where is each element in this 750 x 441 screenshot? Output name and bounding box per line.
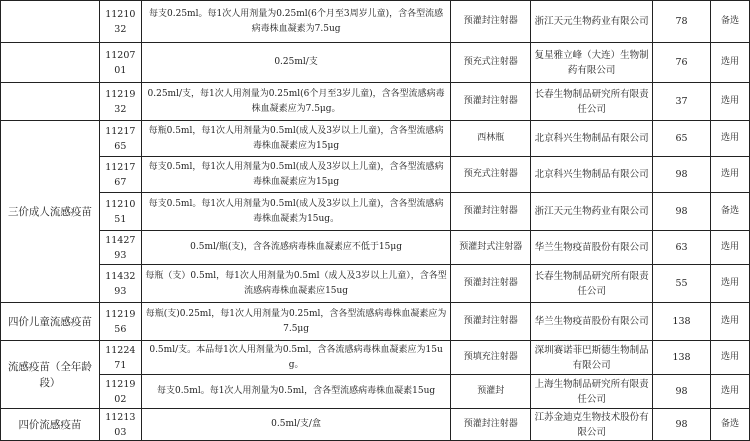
table-row: [1, 43, 750, 83]
package-form: 预填充注射器: [451, 341, 531, 375]
manufacturer: 复星雅立峰（大连）生物制药有限公司: [531, 43, 653, 83]
category-cell: [1, 1, 100, 43]
specification: 每支0.25ml。每1次人用剂量为0.25ml(6个月至3周岁儿童)，含各型流感病毒株血凝素为7.5ug: [141, 1, 451, 43]
score: 98: [653, 157, 711, 193]
table-row: [1, 265, 750, 303]
score: 55: [653, 265, 711, 303]
category-all-ages: 流感疫苗（全年龄段）: [1, 341, 100, 409]
product-code: 1121303: [99, 409, 141, 441]
specification: 每支0.5ml，每1次人用剂量为0.5ml(成人及3岁以上儿童)，含各型流感病毒株血凝素应为15μg: [141, 157, 451, 193]
category-quad-child: 四价儿童流感疫苗: [1, 303, 100, 341]
selection-type: 选用: [710, 121, 749, 157]
package-form: 预灌封注射器: [451, 83, 531, 121]
table-row: [1, 121, 750, 157]
table-row: [1, 193, 750, 231]
selection-type: 备选: [710, 1, 749, 43]
score: 37: [653, 83, 711, 121]
manufacturer: 北京科兴生物制品有限公司: [531, 121, 653, 157]
specification: 0.25ml/支，每1次人用剂量为0.25ml(6个月至3岁儿童)，含各型流感病毒株血凝素应为7.5μg。: [141, 83, 451, 121]
product-code: 1121956: [99, 303, 141, 341]
manufacturer: 浙江天元生物药业有限公司: [531, 1, 653, 43]
product-code: 1121032: [99, 1, 141, 43]
score: 138: [653, 341, 711, 375]
product-code: 1142793: [99, 231, 141, 265]
product-code: 1122471: [99, 341, 141, 375]
score: 98: [653, 193, 711, 231]
category-cell: [1, 83, 100, 121]
package-form: 预灌封: [451, 375, 531, 409]
table-row: [1, 375, 750, 409]
table-row: [1, 409, 750, 441]
table-row: [1, 1, 750, 43]
product-code: 1121051: [99, 193, 141, 231]
table-row: [1, 231, 750, 265]
score: 63: [653, 231, 711, 265]
specification: 每支0.5ml。每1次人用剂量为0.5ml，含各型流感病毒株血凝素15ug: [141, 375, 451, 409]
score: 98: [653, 409, 711, 441]
manufacturer: 北京科兴生物制品有限公司: [531, 157, 653, 193]
package-form: 西林瓶: [451, 121, 531, 157]
package-form: 预灌封注射器: [451, 265, 531, 303]
specification: 每瓶（支）0.5ml，每1次人用剂量为0.5ml（成人及3岁以上儿童），含各型流感病毒株血凝素应15ug: [141, 265, 451, 303]
selection-type: 选用: [710, 231, 749, 265]
selection-type: 备选: [710, 409, 749, 441]
selection-type: 选用: [710, 341, 749, 375]
score: 65: [653, 121, 711, 157]
product-code: 1121767: [99, 157, 141, 193]
manufacturer: 上海生物制品研究所有限责任公司: [531, 375, 653, 409]
score: 98: [653, 375, 711, 409]
manufacturer: 华兰生物疫苗股份有限公司: [531, 231, 653, 265]
category-trivalent-adult: 三价成人流感疫苗: [1, 121, 100, 303]
specification: 0.5ml/瓶(支)，含各流感病毒株血凝素应不低于15μg: [141, 231, 451, 265]
package-form: 预灌封注射器: [451, 193, 531, 231]
manufacturer: 长春生物制品研究所有限责任公司: [531, 83, 653, 121]
product-code: 1121765: [99, 121, 141, 157]
manufacturer: 深圳赛诺菲巴斯德生物制品有限公司: [531, 341, 653, 375]
package-form: 预灌封式注射器: [451, 231, 531, 265]
manufacturer: 华兰生物疫苗股份有限公司: [531, 303, 653, 341]
table-row: [1, 303, 750, 341]
manufacturer: 浙江天元生物药业有限公司: [531, 193, 653, 231]
specification: 每支0.5ml。每1次人用剂量为0.5ml(成人及3岁以上儿童)，含各型流感病毒株血凝素为15ug。: [141, 193, 451, 231]
specification: 每瓶(支)0.25ml，每1次人用剂量为0.25ml，含各型流感病毒株血凝素应为7.5μg: [141, 303, 451, 341]
selection-type: 备选: [710, 193, 749, 231]
package-form: 预灌封注射器: [451, 303, 531, 341]
category-quad: 四价流感疫苗: [1, 409, 100, 441]
product-code: 1120701: [99, 43, 141, 83]
product-code: 1121902: [99, 375, 141, 409]
table-row: [1, 341, 750, 375]
selection-type: 选用: [710, 43, 749, 83]
table-row: [1, 83, 750, 121]
score: 78: [653, 1, 711, 43]
score: 76: [653, 43, 711, 83]
score: 138: [653, 303, 711, 341]
table-row: [1, 157, 750, 193]
product-code: 1143293: [99, 265, 141, 303]
product-code: 1121932: [99, 83, 141, 121]
specification: 0.5ml/支/盒: [141, 409, 451, 441]
selection-type: 选用: [710, 157, 749, 193]
package-form: 预灌封注射器: [451, 409, 531, 441]
selection-type: 选用: [710, 303, 749, 341]
package-form: 预充式注射器: [451, 43, 531, 83]
selection-type: 选用: [710, 83, 749, 121]
manufacturer: 长春生物制品研究所有限责任公司: [531, 265, 653, 303]
category-cell: [1, 43, 100, 83]
specification: 0.5ml/支。本品每1次人用剂量为0.5ml，含各流感病毒株血凝素应为15ug。: [141, 341, 451, 375]
specification: 每瓶0.5ml，每1次人用剂量为0.5ml(成人及3岁以上儿童)，含各型流感病毒株血凝素应为15μg: [141, 121, 451, 157]
package-form: 预充式注射器: [451, 157, 531, 193]
selection-type: 选用: [710, 375, 749, 409]
manufacturer: 江苏金迪克生物技术股份有限公司: [531, 409, 653, 441]
specification: 0.25ml/支: [141, 43, 451, 83]
selection-type: 选用: [710, 265, 749, 303]
package-form: 预灌封注射器: [451, 1, 531, 43]
